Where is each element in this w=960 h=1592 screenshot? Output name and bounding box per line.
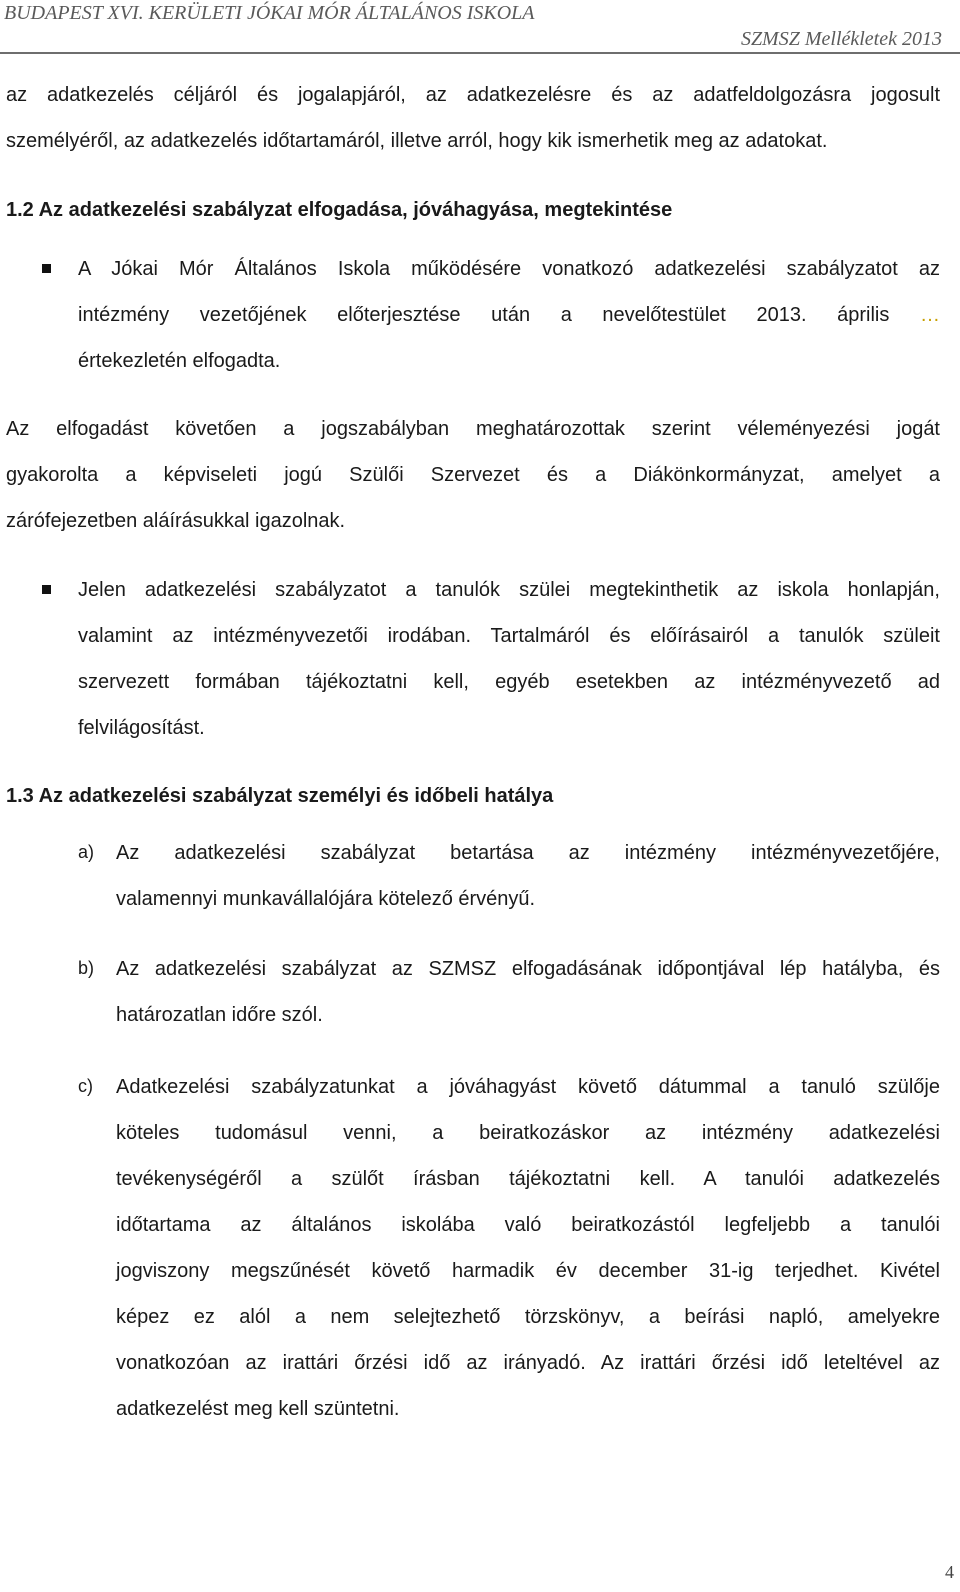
list-item-b	[116, 946, 940, 1038]
bullet-square-icon	[42, 585, 51, 594]
text-segment: intézmény vezetőjének előterjesztése után a nevelőtestület 2013. április	[78, 304, 890, 326]
list-marker-c: c)	[78, 1076, 93, 1096]
page-number: 4	[945, 1562, 954, 1582]
list-item-a	[116, 830, 940, 922]
text-line: értekezletén elfogadta.	[78, 350, 281, 372]
text-line: valamint az intézményvezetői irodában. Tartalmáról és előírásairól a tanulók szüleit	[78, 625, 940, 647]
text-line: tevékenységéről a szülőt írásban tájékoztatni kell. A tanulói adatkezelés	[116, 1168, 940, 1190]
text-line	[78, 292, 940, 338]
list-marker-b: b)	[78, 958, 95, 978]
text-line: jogviszony megszűnését követő harmadik év december 31-ig terjedhet. Kivétel	[116, 1260, 940, 1282]
text-line: gyakorolta a képviseleti jogú Szülői Szervezet és a Diákönkormányzat, amelyet a	[6, 464, 940, 486]
text-line: vonatkozóan az irattári őrzési idő az irányadó. Az irattári őrzési idő leteltével az	[116, 1352, 940, 1374]
section-heading-1-3: 1.3 Az adatkezelési szabályzat személyi és időbeli hatálya	[6, 785, 554, 807]
text-line: Az elfogadást követően a jogszabályban meghatározottak szerint véleményezési jogát	[6, 418, 940, 440]
page-header	[0, 0, 960, 54]
bullet-paragraph-viewing	[78, 567, 940, 751]
bullet-square-icon	[42, 264, 51, 273]
list-marker-a: a)	[78, 842, 95, 862]
text-line: A Jókai Mór Általános Iskola működésére vonatkozó adatkezelési szabályzatot az	[78, 258, 940, 280]
header-school-name: BUDAPEST XVI. KERÜLETI JÓKAI MÓR ÁLTALÁNOS ISKOLA	[4, 2, 535, 24]
text-line: Az adatkezelési szabályzat betartása az intézmény intézményvezetőjére,	[116, 842, 940, 864]
text-line: valamennyi munkavállalójára kötelező érvényű.	[116, 888, 536, 910]
placeholder-ellipsis: …	[920, 304, 940, 326]
text-line: Jelen adatkezelési szabályzatot a tanulók szülei megtekinthetik az iskola honlapján,	[78, 579, 940, 601]
text-line: képez ez alól a nem selejtezhető törzskönyv, a beírási napló, amelyekre	[116, 1306, 940, 1328]
text-line: köteles tudomásul venni, a beiratkozáskor az intézmény adatkezelési	[116, 1122, 940, 1144]
list-item-c	[116, 1064, 940, 1432]
text-line: zárófejezetben aláírásukkal igazolnak.	[6, 510, 346, 532]
text-line: felvilágosítást.	[78, 717, 205, 739]
text-line: adatkezelést meg kell szüntetni.	[116, 1398, 400, 1420]
intro-paragraph	[6, 72, 940, 164]
header-document-title: SZMSZ Mellékletek 2013	[740, 28, 942, 50]
text-line: időtartama az általános iskolába való beiratkozástól legfeljebb a tanulói	[116, 1214, 940, 1236]
header-divider	[0, 52, 960, 54]
section-heading-1-2: 1.2 Az adatkezelési szabályzat elfogadása, jóváhagyása, megtekintése	[6, 199, 673, 221]
opinion-paragraph	[6, 406, 940, 544]
text-line: Adatkezelési szabályzatunkat a jóváhagyást követő dátummal a tanuló szülője	[116, 1076, 940, 1098]
text-line: határozatlan időre szól.	[116, 1004, 323, 1026]
bullet-paragraph-approval	[78, 246, 940, 384]
text-line: szervezett formában tájékoztatni kell, egyéb esetekben az intézményvezető ad	[78, 671, 940, 693]
text-line: Az adatkezelési szabályzat az SZMSZ elfogadásának időpontjával lép hatályba, és	[116, 958, 940, 980]
text-line: az adatkezelés céljáról és jogalapjáról, az adatkezelésre és az adatfeldolgozásra jogosult	[6, 84, 940, 106]
text-line: személyéről, az adatkezelés időtartamáról, illetve arról, hogy kik ismerhetik meg az adatokat.	[6, 130, 828, 152]
